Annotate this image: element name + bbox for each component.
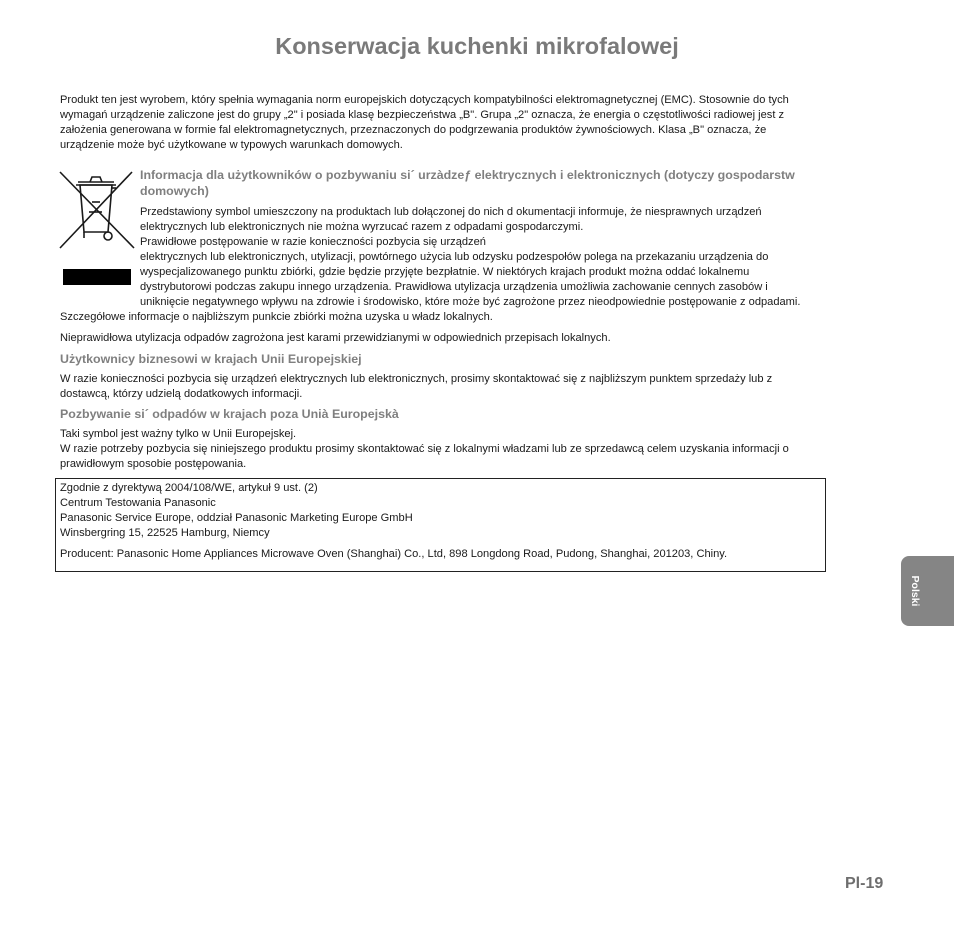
business-body xyxy=(60,372,900,402)
disposal-heading xyxy=(140,167,900,199)
business-body-line: dostawcą, którzy udzielą dodatkowych informacji. xyxy=(60,388,303,400)
outside-eu-heading: Pozbywanie si´ odpadów w krajach poza Unià Europejskà xyxy=(60,407,399,421)
outside-eu-body-line: prawidłowym sposobie postępowania. xyxy=(60,458,247,470)
page-title: Konserwacja kuchenki mikrofalowej xyxy=(275,33,679,59)
producer-line: Producent: Panasonic Home Appliances Microwave Oven (Shanghai) Co., Ltd, 898 Longdong Road, Pudong, Shanghai, 201203, Chiny. xyxy=(60,548,728,560)
details-line: Szczegółowe informacje o najbliższym punkcie zbiórki można uzyska u władz lokalnych. xyxy=(60,311,493,323)
page-number: Pl-19 xyxy=(845,875,884,892)
intro-line: urządzenie może być użytkowane w typowych warunkach domowych. xyxy=(60,139,403,151)
disposal-body-line: Prawidłowe postępowanie w razie konieczności pozbycia się urządzeń xyxy=(140,236,486,248)
outside-eu-body xyxy=(60,427,900,472)
intro-line: wymagań urządzenie zaliczone jest do grupy „2" i posiada klasę bezpieczeństwa „B". Grupa „2" oznacza, że energia o częstotliwości radiowej jest z xyxy=(60,109,785,121)
disposal-body xyxy=(140,205,900,310)
outside-eu-body-line: Taki symbol jest ważny tylko w Unii Europejskej. xyxy=(60,428,297,440)
intro-paragraph xyxy=(60,93,900,153)
black-bar-marker xyxy=(63,269,131,285)
disposal-heading-line: domowych) xyxy=(140,184,209,198)
conformity-box-text xyxy=(60,481,820,541)
disposal-body-line: Przedstawiony symbol umieszczony na produktach lub dołączonej do nich d okumentacji informuje, że niesprawnych urządzeń xyxy=(140,206,762,218)
business-body-line: W razie konieczności pozbycia się urządzeń elektrycznych lub elektronicznych, prosimy skontaktować się z najbliższym punktem sprzedaży lub z xyxy=(60,373,773,385)
outside-eu-body-line: W razie potrzeby pozbycia się niniejszego produktu prosimy skontaktować się z lokalnymi władzami lub ze sprzedawcą celem uzyskania informacji o xyxy=(60,443,789,455)
conformity-line: Zgodnie z dyrektywą 2004/108/WE, artykuł 9 ust. (2) xyxy=(60,482,318,494)
conformity-line: Winsbergring 15, 22525 Hamburg, Niemcy xyxy=(60,527,270,539)
intro-line: Produkt ten jest wyrobem, który spełnia wymagania norm europejskich dotyczących kompatybilności elektromagnetycznej (EMC). Stosownie do tych xyxy=(60,94,789,106)
conformity-line: Centrum Testowania Panasonic xyxy=(60,497,216,509)
disposal-heading-line: Informacja dla użytkowników o pozbywaniu si´ urzàdzeƒ elektrycznych i elektronicznych (dotyczy gospodarstw xyxy=(140,168,795,182)
intro-line: założenia generowana w formie fal elektromagnetycznych, przeznaczonych do podgrzewania produktów żywnościowych. Klasa „B" oznacza, że xyxy=(60,124,767,136)
business-heading: Użytkownicy biznesowi w krajach Unii Europejskiej xyxy=(60,352,362,366)
disposal-body-line: wyspecjalizowanego punktu zbiórki, gdzie będzie przyjęte bezpłatnie. W niektórych krajach produkt można oddać lokalnemu xyxy=(140,266,750,278)
penalty-line: Nieprawidłowa utylizacja odpadów zagrożona jest karami przewidzianymi w odpowiednich przepisach lokalnych. xyxy=(60,332,611,344)
disposal-body-line: dystrybutorowi podczas zakupu innego urządzenia. Prawidłowa utylizacja urządzenia umożliwia zachowanie cennych zasobów i xyxy=(140,281,768,293)
disposal-body-line: elektrycznych lub elektronicznych nie można wyrzucać razem z odpadami gospodarczymi. xyxy=(140,221,584,233)
disposal-body-line: elektrycznych lub elektronicznych, utylizacji, powtórnego użycia lub odzysku podzespołów polega na przekazaniu urządzenia do xyxy=(140,251,769,263)
conformity-line: Panasonic Service Europe, oddział Panasonic Marketing Europe GmbH xyxy=(60,512,413,524)
disposal-body-line: uniknięcie negatywnego wpływu na zdrowie i środowisko, które może być zagrożone przez nieodpowiednie postępowanie z odpadami. xyxy=(140,296,801,308)
